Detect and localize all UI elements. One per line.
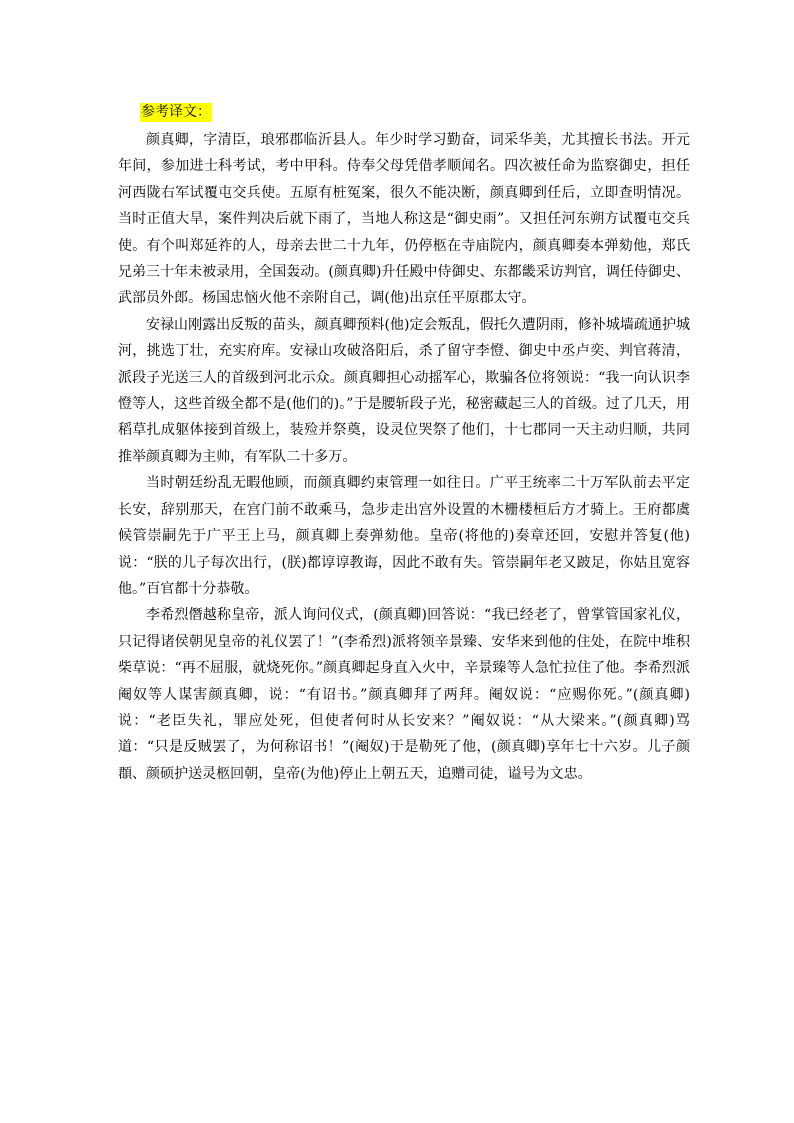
- paragraph-1: 颜真卿，字清臣，琅邪郡临沂县人。年少时学习勤奋，词采华美，尤其擅长书法。开元年间，参加进士科考试，考中甲科。侍奉父母凭借孝顺闻名。四次被任命为监察御史，担任河西陇右军试覆屯交兵使。五原有桩冤案，很久不能决断，颜真卿到任后，立即查明情况。当时正值大旱，案件判决后就下雨了，当地人称这是“御史雨”。又担任河东朔方试覆屯交兵使。有个叫郑延祚的人，母亲去世二十九年，仍停柩在寺庙院内，颜真卿奏本弹劾他，郑氏兄弟三十年未被录用，全国轰动。(颜真卿)升任殿中侍御史、东都畿采访判官，调任侍御史、武部员外郎。杨国忠恼火他不亲附自己，调(他)出京任平原郡太守。: [118, 132, 690, 307]
- paragraph-4: 李希烈僭越称皇帝，派人询问仪式，(颜真卿)回答说：“我已经老了，曾掌管国家礼仪，只记得诸侯朝见皇帝的礼仪罢了！”(李希烈)派将领辛景臻、安华来到他的住处，在院中堆积柴草说：“再不屈服，就烧死你。”颜真卿起身直入火中，辛景臻等人急忙拉住了他。李希烈派阉奴等人谋害颜真卿，说：“有诏书。”颜真卿拜了两拜。阉奴说：“应赐你死。”(颜真卿)说：“老臣失礼，罪应处死，但使者何时从长安来？”阉奴说：“从大梁来。”(颜真卿)骂道：“只是反贼罢了，为何称诏书！”(阉奴)于是勒死了他，(颜真卿)享年七十六岁。儿子颜頵、颜硕护送灵柩回朝，皇帝(为他)停止上朝五天，追赠司徒，谥号为文忠。: [118, 607, 690, 782]
- document-page: [118, 97, 690, 787]
- paragraph-3: 当时朝廷纷乱无暇他顾，而颜真卿约束管理一如往日。广平王统率二十万军队前去平定长安，辞别那天，在宫门前不敢乘马，急步走出宫外设置的木栅楼桓后方才骑上。王府都虞候管崇嗣先于广平王上马，颜真卿上奏弹劾他。皇帝(将他的)奏章还回，安慰并答复(他)说：“朕的儿子每次出行，(朕)都谆谆教诲，因此不敢有失。管崇嗣年老又跛足，你姑且宽容他。”百官都十分恭敬。: [118, 475, 690, 597]
- heading-line: [118, 97, 690, 124]
- translation-heading: 参考译文：: [141, 104, 211, 120]
- paragraph-2: 安禄山刚露出反叛的苗头，颜真卿预料(他)定会叛乱，假托久遭阴雨，修补城墙疏通护城河，挑选丁壮，充实府库。安禄山攻破洛阳后，杀了留守李憕、御史中丞卢奕、判官蒋清，派段子光送三人的首级到河北示众。颜真卿担心动摇军心，欺骗各位将领说：“我一向认识李憕等人，这些首级全都不是(他们的)。”于是腰斩段子光，秘密藏起三人的首级。过了几天，用稻草扎成躯体接到首级上，装殓并祭奠，设灵位哭祭了他们，十七郡同一天主动归顺，共同推举颜真卿为主帅，有军队二十多万。: [118, 316, 690, 465]
